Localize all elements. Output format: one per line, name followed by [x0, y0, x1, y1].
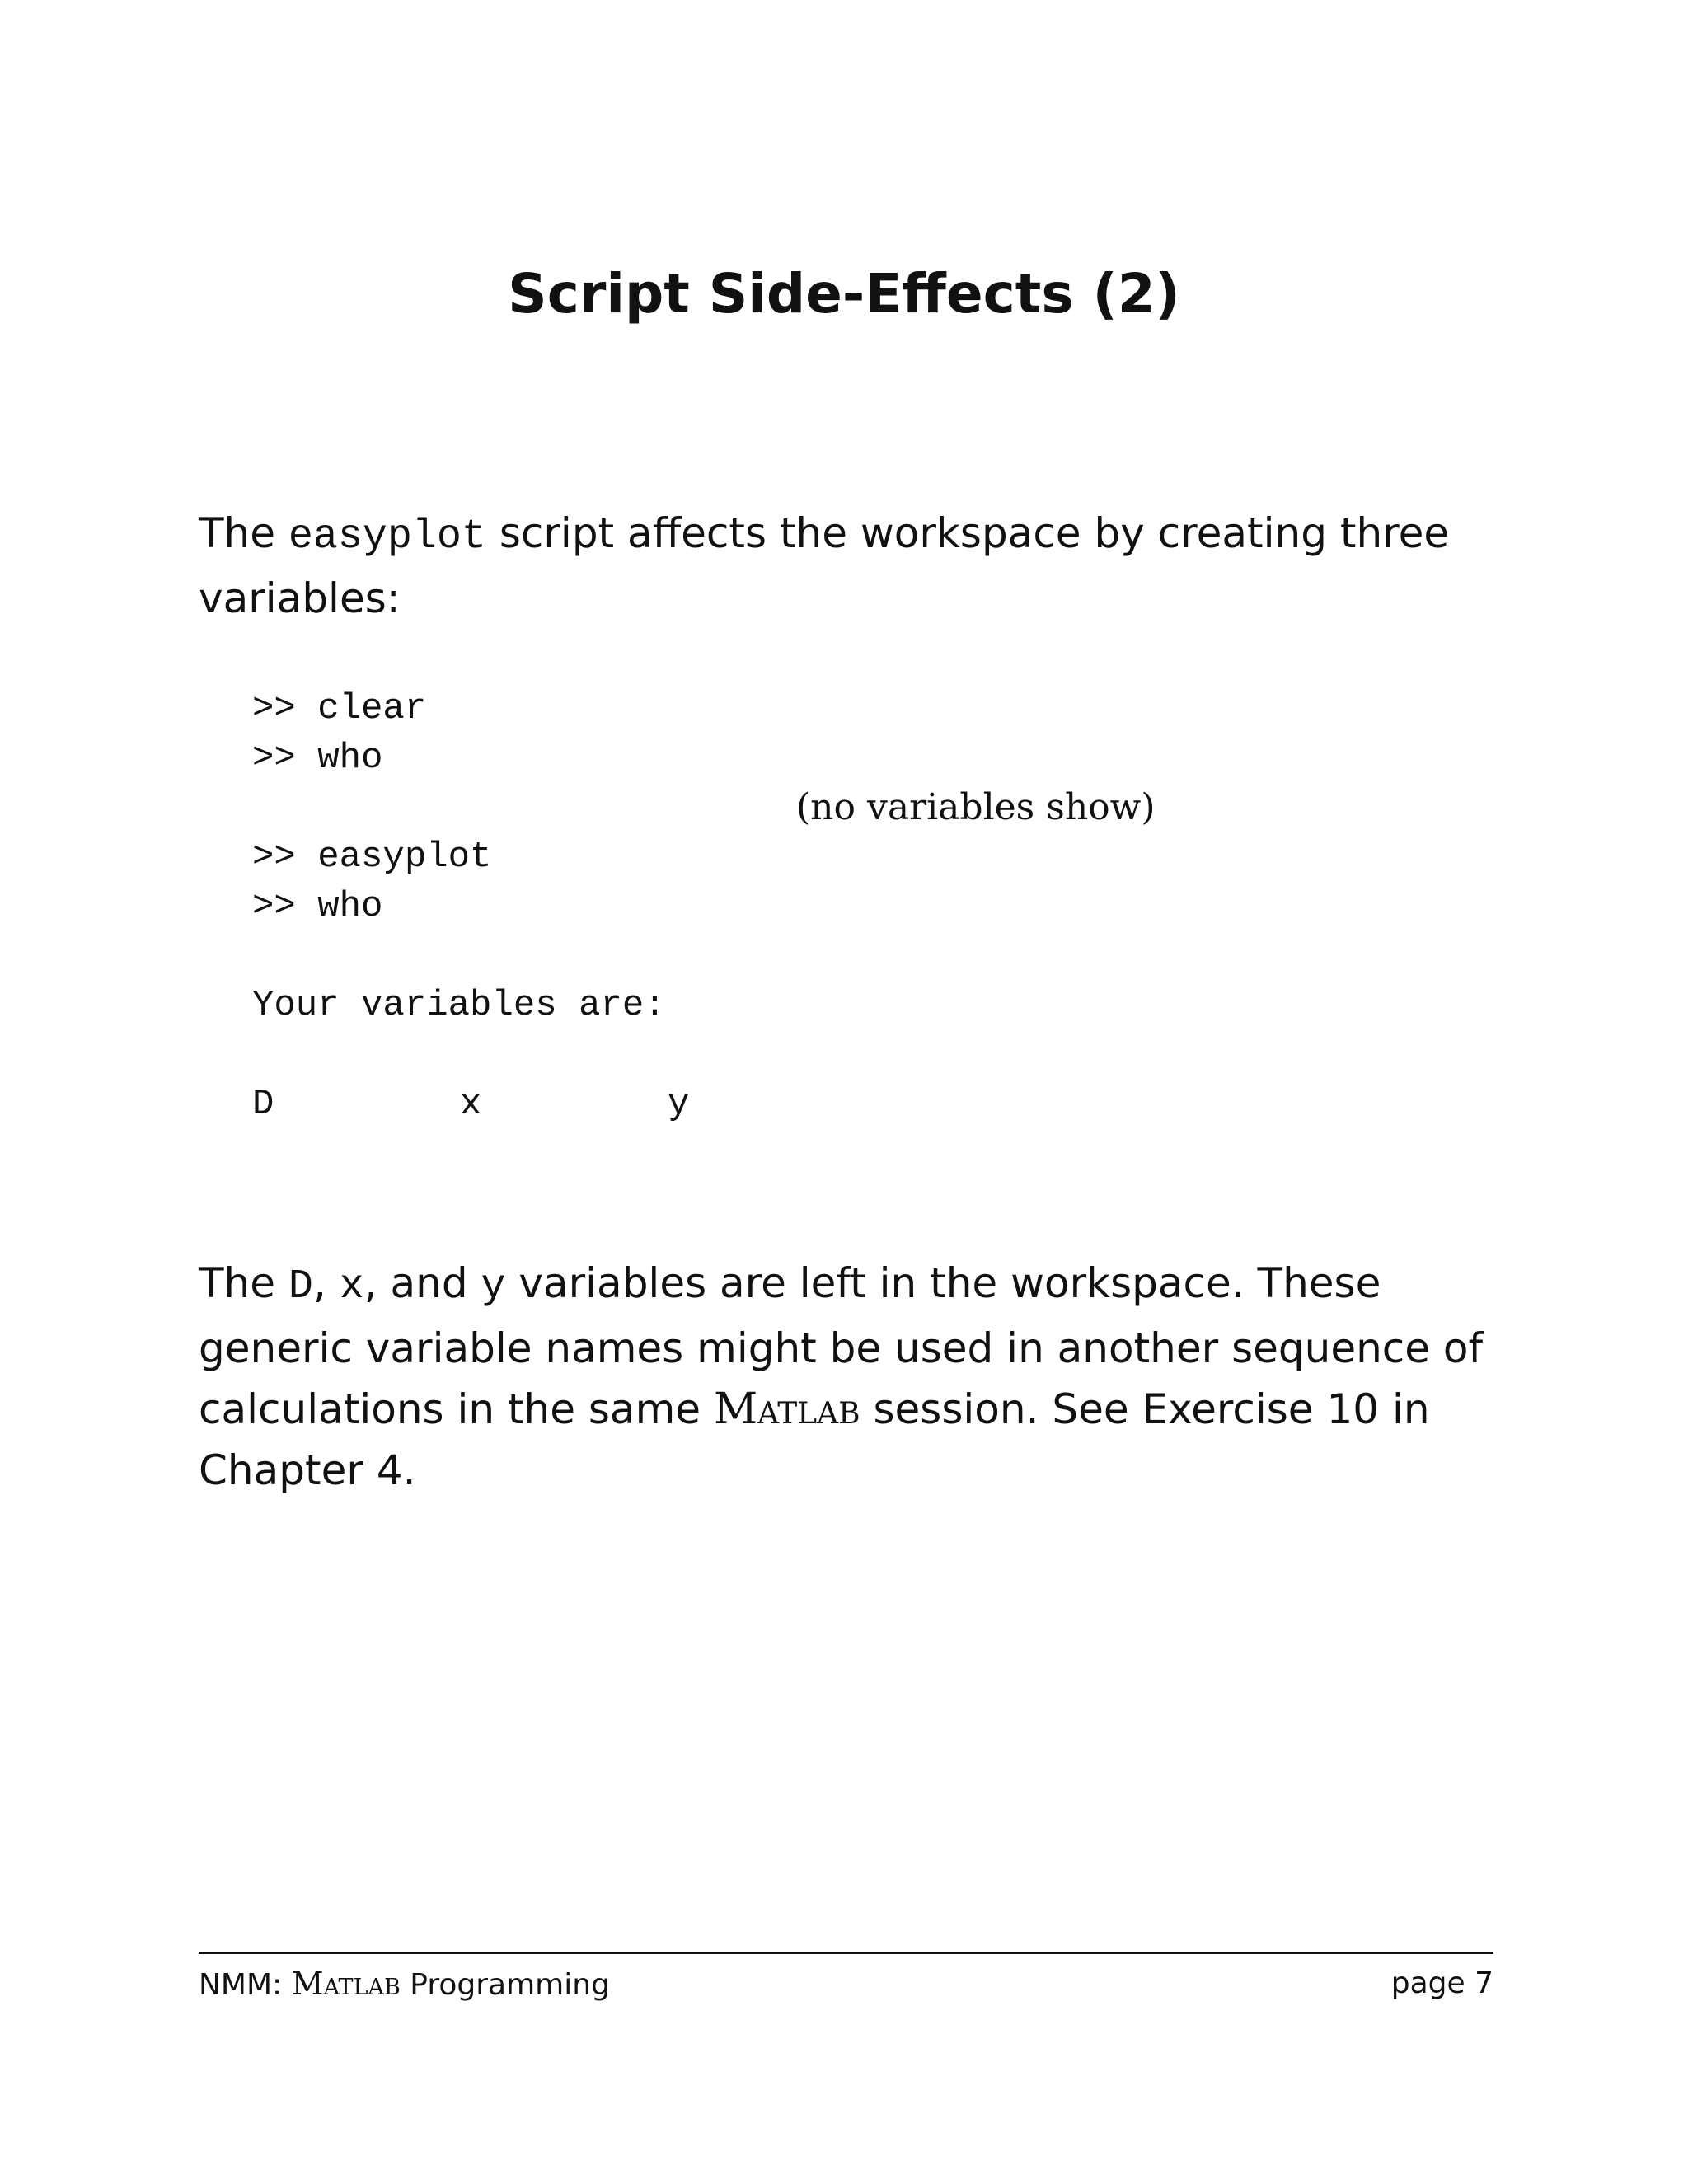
intro-text-2: script affects the workspace by creating three variables: [199, 509, 1450, 622]
footer-course-label [199, 1963, 610, 2006]
variable-d: D [252, 1084, 274, 1125]
code-line-clear: >> clear [252, 688, 427, 729]
code-line-who-2: >> who [252, 886, 383, 927]
page-title: Script Side-Effects (2) [508, 262, 1180, 326]
outro-text-2: , [312, 1259, 340, 1307]
footer-prefix: NMM: [199, 1968, 292, 2002]
outro-paragraph [199, 1253, 1501, 1501]
outro-text-4: variables are left in the workspace. These generic variable names might be used in another sequence of calculations in the same [199, 1259, 1484, 1433]
footer-rule [199, 1952, 1493, 1954]
outro-text-1: The [199, 1259, 288, 1307]
variable-y: y [668, 1084, 690, 1125]
outro-text-5: session. See Exercise 10 in Chapter 4. [199, 1385, 1430, 1494]
inline-code-y: y [481, 1263, 506, 1310]
code-annotation: (no variables show) [796, 786, 1156, 828]
code-line-who-1: >> who [252, 738, 383, 779]
variable-x: x [460, 1084, 482, 1125]
code-line-your-variables: Your variables are: [252, 985, 666, 1026]
code-line-easyplot: >> easyplot [252, 837, 492, 878]
intro-paragraph [199, 503, 1501, 629]
page-number: page 7 [1390, 1966, 1493, 2000]
footer-matlab: Matlab [291, 1966, 401, 2002]
inline-code-x: x [339, 1263, 364, 1310]
inline-code-d: D [288, 1263, 313, 1310]
matlab-name: Matlab [713, 1385, 860, 1434]
footer-suffix: Programming [400, 1968, 610, 2002]
inline-code-easyplot: easyplot [288, 513, 486, 560]
outro-text-3: , and [363, 1259, 481, 1307]
intro-text-1: The [199, 509, 288, 557]
